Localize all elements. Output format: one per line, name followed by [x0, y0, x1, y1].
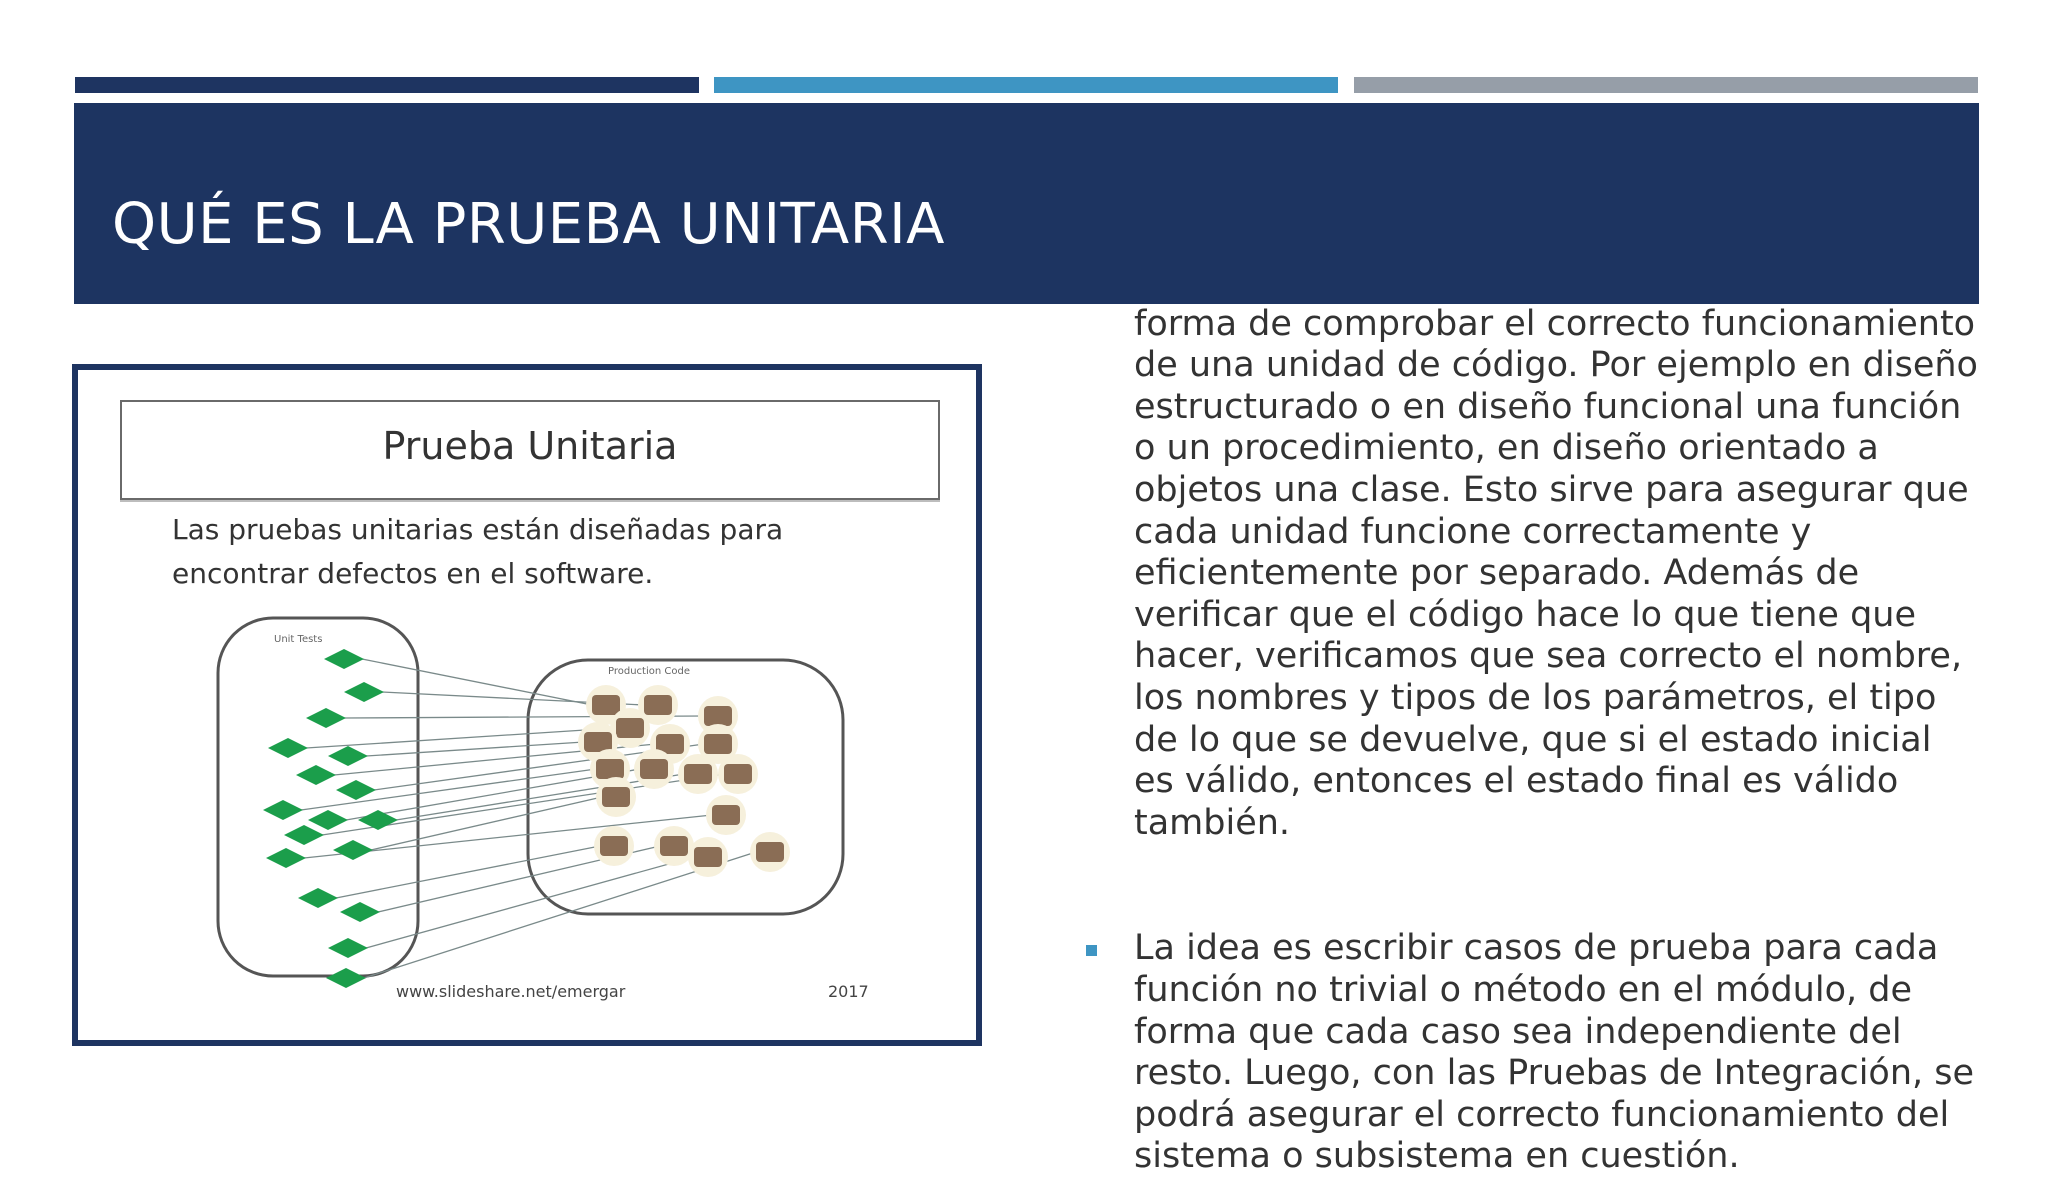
accent-bar-gray [1354, 77, 1978, 93]
code-node [724, 764, 752, 784]
unit-test-figure [72, 364, 982, 1046]
accent-bar-light-blue [714, 77, 1338, 93]
test-node [333, 840, 373, 860]
test-nodes [263, 649, 398, 988]
code-node [756, 842, 784, 862]
test-arrow [362, 659, 592, 705]
bullet-item [1082, 262, 1982, 844]
test-node [336, 780, 376, 800]
bullet-marker [1086, 945, 1097, 956]
code-node [616, 718, 644, 738]
test-node [328, 938, 368, 958]
accent-bar-dark-blue [75, 77, 699, 93]
test-node [284, 825, 324, 845]
test-node [340, 902, 380, 922]
code-node [694, 847, 722, 867]
bullet-text: La idea es escribir casos de prueba para cada función no trivial o método en el módulo, de forma que cada caso sea independiente del resto. Luego, con las Pruebas de Integración, se podrá asegurar el correcto funcionamiento del sistema o subsistema en cuestión. [1134, 928, 1975, 1177]
test-node [328, 746, 368, 766]
test-node [324, 649, 364, 669]
code-node [596, 759, 624, 779]
test-node [344, 682, 384, 702]
test-node [298, 888, 338, 908]
code-node [600, 836, 628, 856]
test-arrow [306, 728, 616, 748]
production-code-label: Production Code [608, 666, 690, 677]
test-node [306, 708, 346, 728]
test-node [268, 738, 308, 758]
code-node [592, 695, 620, 715]
test-node [308, 810, 348, 830]
figure-year: 2017 [828, 982, 869, 1001]
code-node [584, 732, 612, 752]
code-node [684, 764, 712, 784]
figure-title: Prueba Unitaria [382, 424, 678, 468]
code-nodes [578, 685, 790, 877]
test-node [326, 968, 366, 988]
test-arrow [336, 846, 600, 898]
code-node [640, 759, 668, 779]
unit-tests-label: Unit Tests [274, 634, 323, 645]
unit-test-diagram [78, 370, 976, 1040]
code-node [660, 836, 688, 856]
bullet-text: forma de comprobar el correcto funcionamiento de una unidad de código. Por ejemplo en diseño estructurado o en diseño funcional una función o un procedimiento, en diseño orientado a objetos una clase. Esto sirve para asegurar que cada unidad funcione correctamente y eficientemente por separado. Además de verificar que el código hace lo que tiene que hacer, verificamos que sea correcto el nombre, los nombres y tipos de los parámetros, el tipo de lo que se devuelve, que si el estado inicial es válido, entonces el estado final es válido también. [1134, 303, 1978, 843]
test-node [266, 848, 306, 868]
unit-tests-group [218, 618, 418, 976]
code-node [602, 787, 630, 807]
code-node [704, 734, 732, 754]
code-node [704, 706, 732, 726]
figure-source-url: www.slideshare.net/emergar [396, 982, 626, 1001]
code-node [712, 805, 740, 825]
bullet-item [1082, 928, 1982, 1178]
test-node [263, 800, 303, 820]
figure-description: Las pruebas unitarias están diseñadas para encontrar defectos en el software. [172, 513, 784, 590]
content-column [1082, 262, 1982, 1178]
test-node [358, 810, 398, 830]
page-title: QUÉ ES LA PRUEBA UNITARIA [112, 192, 945, 257]
code-node [644, 695, 672, 715]
test-node [296, 765, 336, 785]
